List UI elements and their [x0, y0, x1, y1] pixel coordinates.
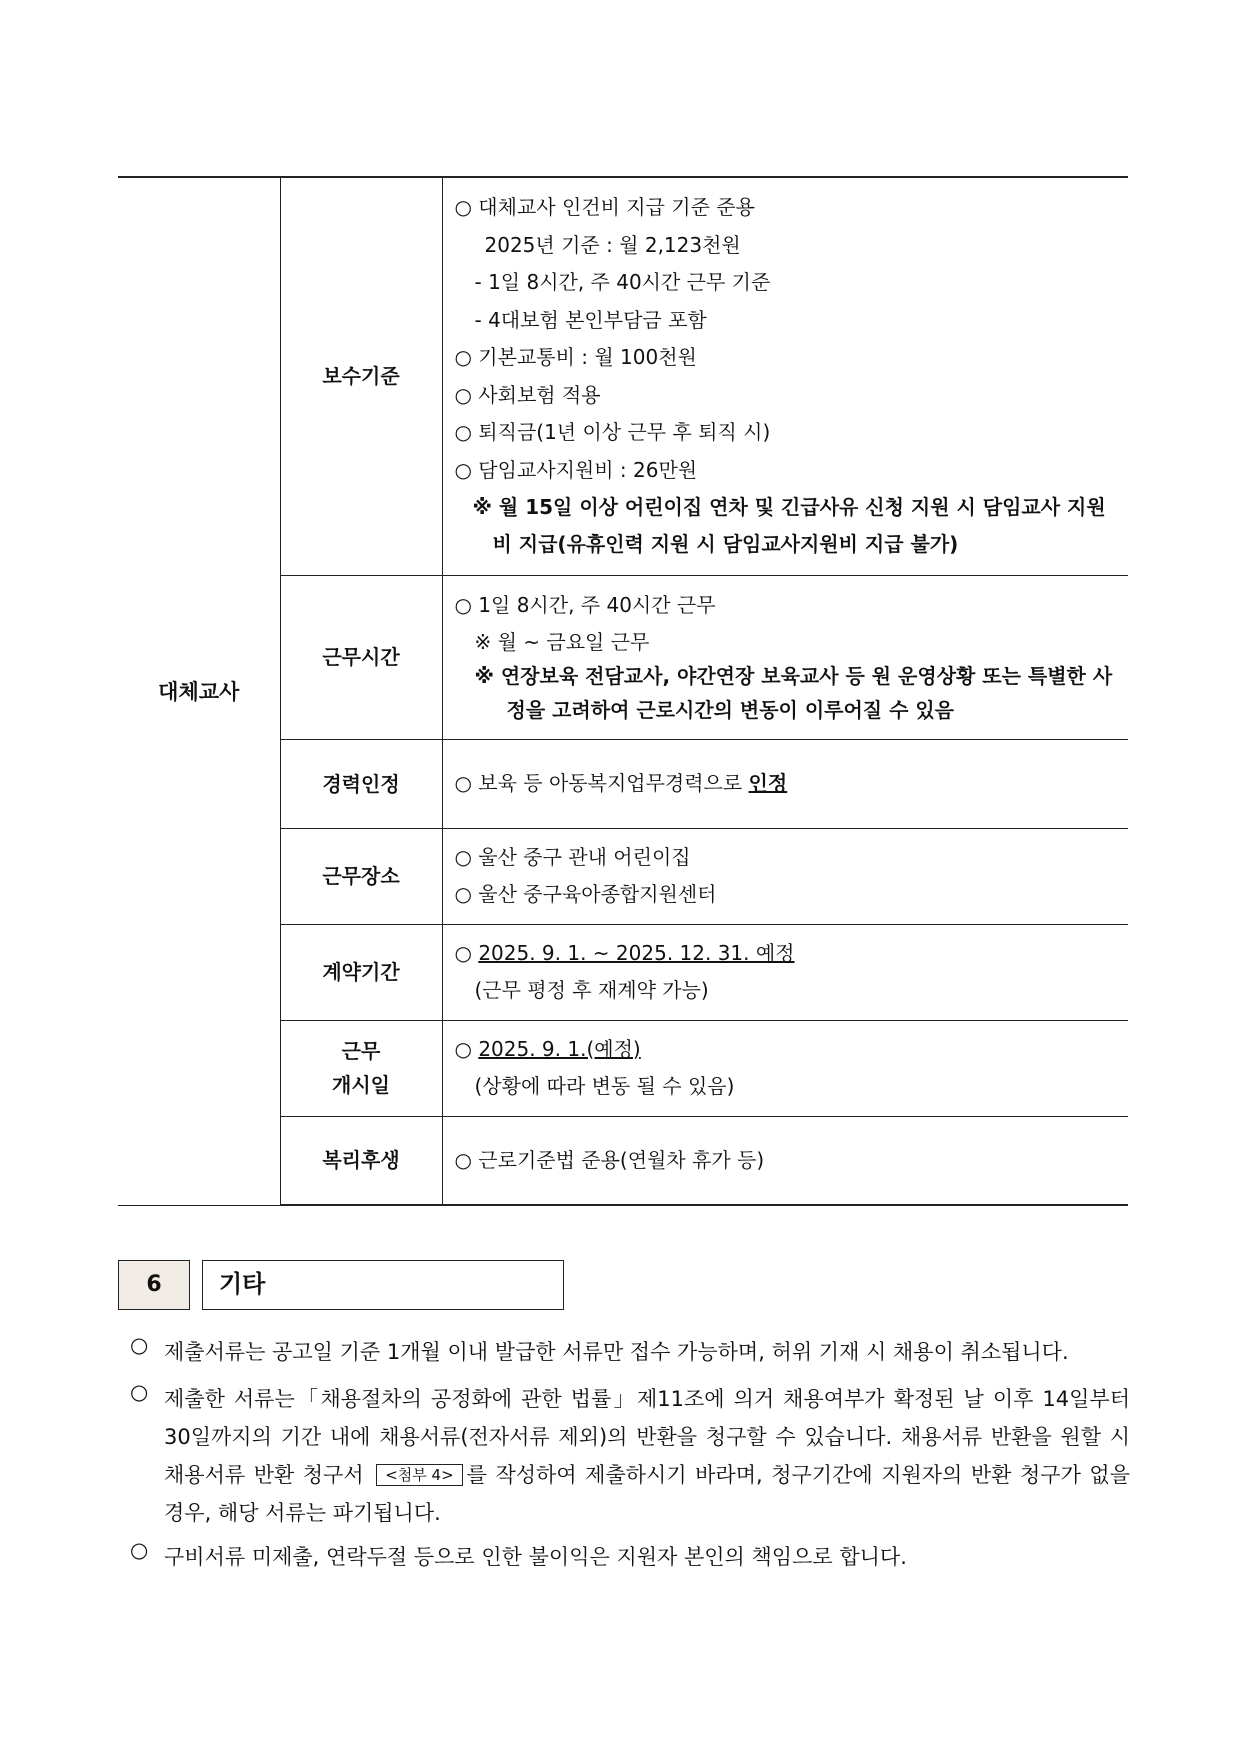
list-item — [130, 1333, 1130, 1372]
row-label-welfare: 복리후생 — [280, 1116, 442, 1205]
note-text: 구비서류 미제출, 연락두절 등으로 인한 불이익은 지원자 본인의 책임으로 합니다. — [164, 1545, 907, 1569]
section-number: 6 — [118, 1260, 190, 1310]
row-label-contract: 계약기간 — [280, 924, 442, 1020]
bullet-circle-icon: ○ — [130, 1380, 149, 1404]
label-line: 근무 — [341, 1039, 381, 1063]
label-line: 개시일 — [332, 1073, 390, 1097]
pay-line: ○ 기본교통비 : 월 100천원 — [454, 345, 697, 370]
note-mark: ※ — [474, 663, 494, 688]
start-date: 2025. 9. 1.(예정) — [478, 1036, 641, 1061]
pay-line: - 4대보험 본인부담금 포함 — [474, 307, 707, 332]
contract-mark: ○ — [454, 940, 479, 965]
pay-line: 2025년 기준 : 월 2,123천원 — [484, 232, 741, 257]
pay-line: ○ 사회보험 적용 — [454, 382, 601, 407]
section-title: 기타 — [202, 1260, 564, 1310]
row-label-career: 경력인정 — [280, 739, 442, 828]
hours-note — [455, 659, 1117, 727]
row-label-hours: 근무시간 — [280, 575, 442, 739]
bullet-circle-icon: ○ — [130, 1333, 149, 1357]
table-row — [118, 177, 1128, 575]
note-text: 연장보육 전담교사, 야간연장 보육교사 등 원 운영상황 또는 특별한 사정을 고려하여 근로시간의 변동이 이루어질 수 있음 — [500, 663, 1113, 722]
bullet-circle-icon: ○ — [130, 1538, 149, 1562]
row-label-start-date — [280, 1020, 442, 1116]
notes-list — [130, 1333, 1130, 1576]
career-text: ○ 보육 등 아동복지업무경력으로 — [454, 770, 749, 795]
welfare-content-cell — [442, 1116, 1128, 1205]
pay-note — [455, 489, 1117, 563]
career-emphasis: 인정 — [748, 770, 788, 795]
pay-line: ○ 퇴직금(1년 이상 근무 후 퇴직 시) — [454, 420, 771, 445]
attachment-ref: <첨부 4> — [376, 1464, 462, 1486]
list-item — [130, 1380, 1130, 1532]
list-item — [130, 1538, 1130, 1576]
start-mark: ○ — [454, 1036, 479, 1061]
note-text-part: 제출한 서류는「채용절차의 공정화에 관한 법률」제11조에 의거 채용여부가 확정된 날 이후 14일부터 30일까지의 기간 내에 채용서류(전자서류 제외)의 반환을 청구할 수 있습니다. 채용서류 반환을 원할 시 채용서류 반환 청구서 — [164, 1387, 1130, 1487]
note-text-part: 를 작성하여 제출하시기 바라며, 청구기간에 지원자의 반환 청구가 없을 경우, 해당 서류는 파기됩니다. — [164, 1463, 1130, 1525]
pay-content-cell — [442, 177, 1128, 575]
hours-line: ○ 1일 8시간, 주 40시간 근무 — [454, 593, 716, 618]
contract-content-cell — [442, 924, 1128, 1020]
pay-line: ○ 대체교사 인건비 지급 기준 준용 — [454, 195, 755, 220]
hours-line: ※ 월 ~ 금요일 근무 — [474, 629, 650, 654]
hours-content-cell — [442, 575, 1128, 739]
pay-line: - 1일 8시간, 주 40시간 근무 기준 — [474, 270, 771, 295]
row-label-place: 근무장소 — [280, 828, 442, 924]
note-text: 월 15일 이상 어린이집 연차 및 긴급사유 신청 지원 시 담임교사 지원비 지급(유휴인력 지원 시 담임교사지원비 지급 불가) — [492, 495, 1106, 557]
place-line: ○ 울산 중구육아종합지원센터 — [454, 882, 717, 906]
welfare-line: ○ 근로기준법 준용(연월차 휴가 등) — [454, 1147, 765, 1172]
group-label-cell: 대체교사 — [118, 177, 280, 1205]
row-label-pay: 보수기준 — [280, 177, 442, 575]
start-sub: (상황에 따라 변동 될 수 있음) — [474, 1074, 735, 1098]
pay-line: ○ 담임교사지원비 : 26만원 — [454, 457, 698, 482]
note-text — [164, 1380, 1130, 1532]
contract-date: 2025. 9. 1. ~ 2025. 12. 31. 예정 — [478, 940, 795, 965]
note-mark: ※ — [472, 495, 492, 520]
start-date-content-cell — [442, 1020, 1128, 1116]
place-content-cell — [442, 828, 1128, 924]
employment-conditions-table — [118, 176, 1128, 1206]
place-line: ○ 울산 중구 관내 어린이집 — [454, 844, 691, 869]
career-content-cell — [442, 739, 1128, 828]
note-text: 제출서류는 공고일 기준 1개월 이내 발급한 서류만 접수 가능하며, 허위 기재 시 채용이 취소됩니다. — [164, 1340, 1069, 1364]
contract-sub: (근무 평정 후 재계약 가능) — [474, 978, 709, 1002]
